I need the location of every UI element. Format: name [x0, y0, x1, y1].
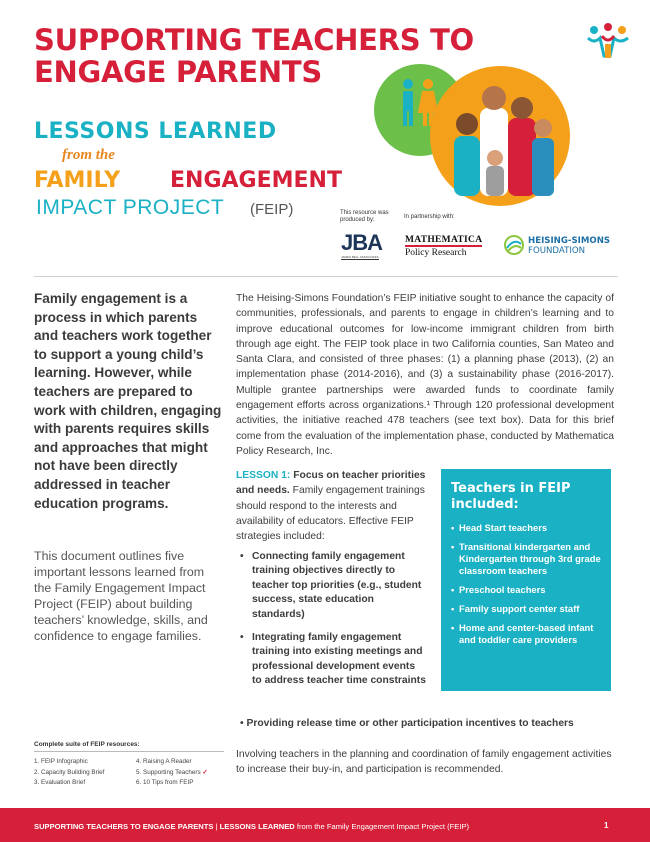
list-item: 1. FEIP Infographic	[34, 758, 88, 765]
resources-list-2	[136, 757, 208, 789]
mathematica-logo	[405, 235, 482, 258]
teachers-list	[441, 522, 611, 646]
engagement-word: ENGAGEMENT	[170, 168, 342, 193]
list-item: • Home and center-based infant and toddler care providers	[451, 622, 603, 646]
page-number: 1	[604, 821, 609, 830]
page-title: SUPPORTING TEACHERS TO ENGAGE PARENTS	[34, 23, 474, 89]
jba-logo-subtext: JAMES BELL ASSOCIATES	[341, 255, 379, 259]
list-item: • Family support center staff	[451, 603, 603, 615]
resources-list-1	[34, 757, 104, 789]
family-illustration	[372, 58, 582, 208]
lesson-1-label: LESSON 1:	[236, 470, 291, 481]
teachers-box-title: Teachers in FEIP included:	[451, 481, 571, 512]
lesson-1-text: Family engagement trainings should respond to the interests and availability of educators. Effective FEIP strategies included:	[236, 485, 425, 543]
produced-by-text: This resource was produced by:	[340, 210, 389, 223]
section-divider	[34, 276, 618, 277]
feip-logo-icon	[586, 22, 630, 62]
footer-separator: |	[213, 822, 220, 831]
heising-simons-line1: HEISING-SIMONS	[528, 236, 611, 246]
list-item: • Connecting family engagement training objectives directly to teacher top priorities (e.g., student success, state education standards)	[236, 550, 426, 622]
jba-logo-text: JBA	[341, 230, 383, 255]
list-item: • Preschool teachers	[451, 584, 603, 596]
release-time-text: Providing release time or other participation incentives to teachers	[246, 718, 574, 729]
resources-divider	[34, 751, 224, 752]
list-item: • Head Start teachers	[451, 522, 603, 534]
bullet-icon: •	[240, 718, 247, 729]
footer-text	[34, 822, 469, 831]
footer-lessons: LESSONS LEARNED	[219, 822, 295, 831]
mathematica-logo-line2: Policy Research	[405, 245, 482, 258]
intro-paragraph: This document outlines five important lessons learned from the Family Engagement Impact Project (FEIP) about building teachers’ knowledge, skills, and confidence to engage families.	[34, 549, 208, 643]
from-the-text: from the	[62, 147, 115, 163]
feip-overview-paragraph: The Heising-Simons Foundation’s FEIP initiative sought to enhance the capacity of communities, professionals, and parents to engage in children’s learning and to improve educational outcomes for low-income immigrant children from birth through age eight. The FEIP took place in two California counties, San Mateo and Santa Clara, and consisted of three phases: (1) a planning phase (2013), (2) an implementation phase (2014-2016), and (3) a sustainability phase (2016-2017). Multiple grantee partnerships were awarded funds to coordinate family engagement efforts across organizations.¹ Through 120 professional development activities, the initiative reached 478 teachers (see text box). Data for this brief come from the evaluation of the implementation phase, conducted by Mathematica Policy Research, Inc.	[236, 293, 614, 457]
impact-project-text: IMPACT PROJECT	[36, 196, 225, 219]
in-partnership-text: In partnership with:	[404, 214, 455, 220]
lesson-1-heading: Focus on teacher priorities and needs.	[236, 470, 426, 497]
heising-simons-logo	[528, 236, 610, 256]
strategy-list	[236, 550, 426, 698]
closing-paragraph: Involving teachers in the planning and coordination of family engagement activities to increase their buy-in, and participation is recommended.	[236, 749, 612, 775]
release-time-bullet	[240, 717, 620, 731]
heising-simons-leaf-icon	[503, 234, 525, 256]
family-word: FAMILY	[34, 168, 121, 193]
feip-abbreviation: (FEIP)	[250, 201, 294, 218]
footer-subtitle: from the Family Engagement Impact Project (FEIP)	[294, 822, 470, 831]
list-item: 3. Evaluation Brief	[34, 779, 86, 787]
list-item	[136, 768, 208, 779]
lessons-learned-heading: LESSONS LEARNED	[34, 119, 277, 144]
list-item: 4. Raising A Reader	[136, 758, 192, 765]
list-item: 2. Capacity Building Brief	[34, 768, 105, 776]
list-item: • Transitional kindergarten and Kindergarten through 3rd grade classroom teachers	[451, 541, 603, 577]
footer-title: SUPPORTING TEACHERS TO ENGAGE PARENTS	[34, 822, 214, 831]
intro-bold-paragraph: Family engagement is a process in which parents and teachers work together to support a young child’s learning. However, while teachers are prepared to work with children, engaging with parents requires skills and approaches that might not have been directly addressed in teacher education programs.	[34, 291, 222, 511]
jba-logo	[341, 230, 383, 260]
teachers-included-box	[441, 469, 611, 691]
current-resource-label: 5. Supporting Teachers	[136, 768, 201, 776]
lesson-1-block	[236, 468, 429, 544]
list-item: • Integrating family engagement training into existing meetings and professional development events to address teacher time constraints	[236, 631, 426, 689]
resources-title: Complete suite of FEIP resources:	[34, 741, 140, 748]
heising-simons-line2: FOUNDATION	[528, 246, 586, 256]
mathematica-logo-line1: MATHEMATICA	[405, 235, 483, 245]
list-item: 6. 10 Tips from FEIP	[136, 779, 194, 787]
checkmark-icon: ✓	[202, 768, 208, 776]
